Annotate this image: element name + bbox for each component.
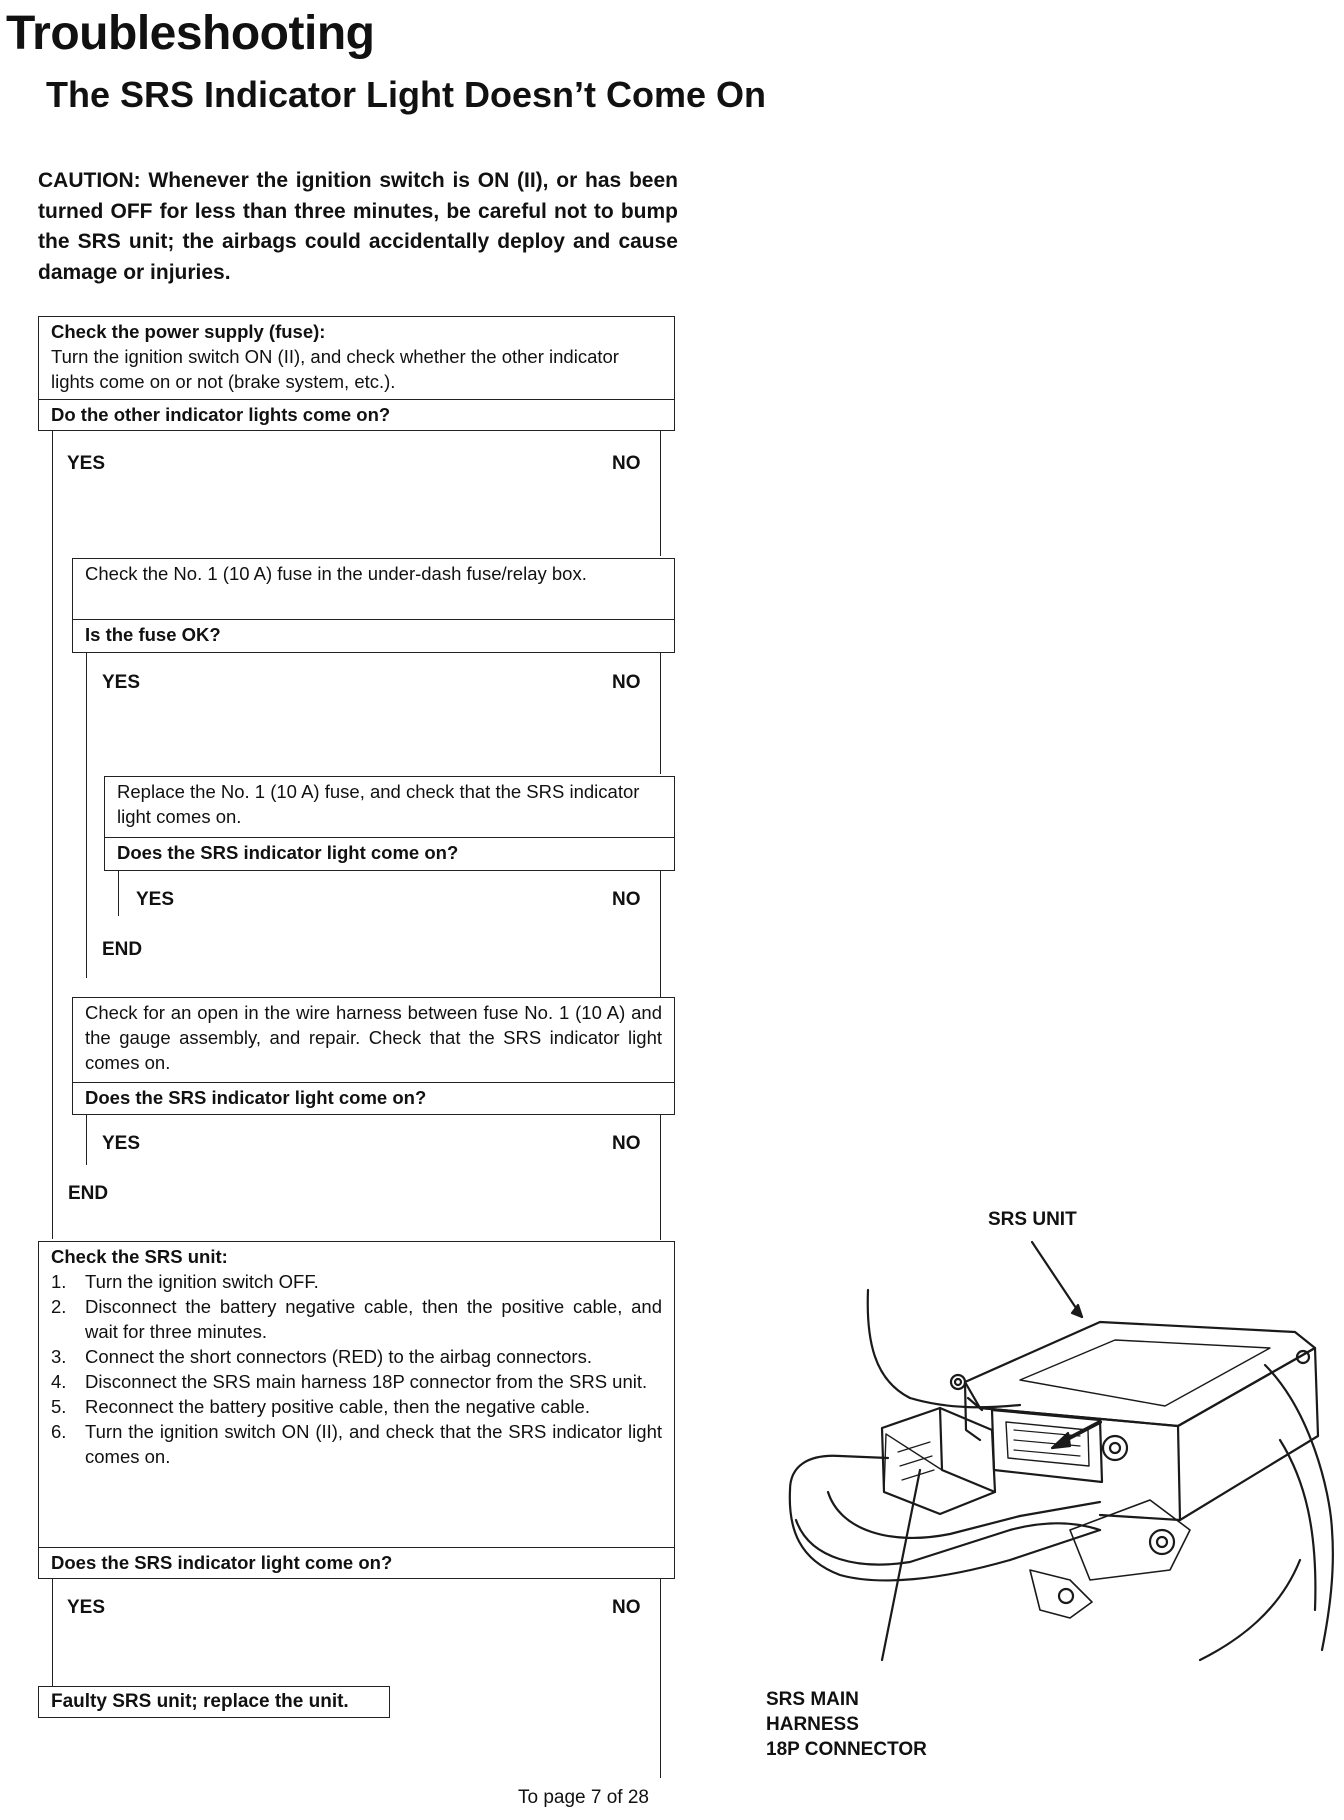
srs-unit-check-box: [38, 1241, 675, 1548]
step5-no-label: NO: [612, 1597, 641, 1618]
flow-line: [660, 651, 661, 774]
srs-unit-question: Does the SRS indicator light come on?: [38, 1547, 675, 1579]
step4-no-label: NO: [612, 1133, 641, 1154]
wire-harness-check-text: Check for an open in the wire harness between fuse No. 1 (10 A) and the gauge assembly, and repair. Check that the SRS indicator light comes on.: [85, 1002, 662, 1073]
power-supply-check-box: [38, 316, 675, 400]
flow-line: [660, 870, 661, 997]
page-footer: To page 7 of 28: [518, 1787, 649, 1808]
page-title: Troubleshooting: [6, 7, 375, 60]
flow-line: [52, 1572, 53, 1686]
srs-unit-label: SRS UNIT: [988, 1209, 1077, 1230]
fuse-check-box: [72, 558, 675, 620]
srs-unit-drawing: [770, 1230, 1340, 1680]
replace-fuse-question: Does the SRS indicator light come on?: [104, 837, 675, 871]
step-item: 2. Disconnect the battery negative cable, then the positive cable, and wait for three minutes.: [51, 1296, 662, 1342]
replace-fuse-text: Replace the No. 1 (10 A) fuse, and check that the SRS indicator light comes on.: [117, 781, 640, 827]
fuse-ok-question: Is the fuse OK?: [72, 619, 675, 653]
power-supply-check-heading: Check the power supply (fuse):: [51, 321, 326, 342]
wire-harness-question: Does the SRS indicator light come on?: [72, 1082, 675, 1115]
step1-yes-label: YES: [67, 453, 106, 474]
step-item: 3. Connect the short connectors (RED) to the airbag connectors.: [51, 1346, 592, 1367]
step3-end-label: END: [102, 939, 143, 960]
flow-line: [660, 1113, 661, 1240]
step-item: 4. Disconnect the SRS main harness 18P connector from the SRS unit.: [51, 1371, 648, 1392]
page-subtitle: The SRS Indicator Light Doesn’t Come On: [46, 74, 767, 115]
fuse-check-text: Check the No. 1 (10 A) fuse in the under-dash fuse/relay box.: [85, 563, 587, 584]
step2-no-label: NO: [612, 672, 641, 693]
wire-harness-check-box: [72, 997, 675, 1083]
srs-unit-check-steps: [51, 1269, 662, 1469]
step3-no-label: NO: [612, 889, 641, 910]
flow-line: [118, 870, 119, 916]
step3-yes-label: YES: [136, 889, 175, 910]
step-item: 6. Turn the ignition switch ON (II), and check that the SRS indicator light comes on.: [51, 1421, 662, 1467]
flow-line: [660, 429, 661, 556]
power-supply-check-text: Turn the ignition switch ON (II), and check whether the other indicator lights come on or not (brake system, etc.).: [51, 346, 619, 392]
replace-fuse-box: [104, 776, 675, 838]
srs-main-harness-label: SRS MAIN HARNESS 18P CONNECTOR: [766, 1689, 927, 1760]
caution-text: CAUTION: Whenever the ignition switch is ON (II), or has been turned OFF for less than three minutes, be careful not to bump the SRS unit; the airbags could accidentally deploy and cause damage or injuries.: [38, 169, 678, 284]
srs-unit-check-heading: Check the SRS unit:: [51, 1246, 228, 1267]
step4-end-label: END: [68, 1183, 109, 1204]
step-item: 1. Turn the ignition switch OFF.: [51, 1271, 319, 1292]
flow-line: [86, 1113, 87, 1165]
step-item: 5. Reconnect the battery positive cable, then the negative cable.: [51, 1396, 590, 1417]
flow-line: [660, 1572, 661, 1778]
flow-line: [86, 651, 87, 978]
step2-yes-label: YES: [102, 672, 141, 693]
faulty-srs-unit-result: Faulty SRS unit; replace the unit.: [38, 1686, 390, 1718]
step5-yes-label: YES: [67, 1597, 106, 1618]
flow-line: [52, 429, 53, 1239]
step1-no-label: NO: [612, 453, 641, 474]
step4-yes-label: YES: [102, 1133, 141, 1154]
other-lights-question: Do the other indicator lights come on?: [38, 399, 675, 431]
